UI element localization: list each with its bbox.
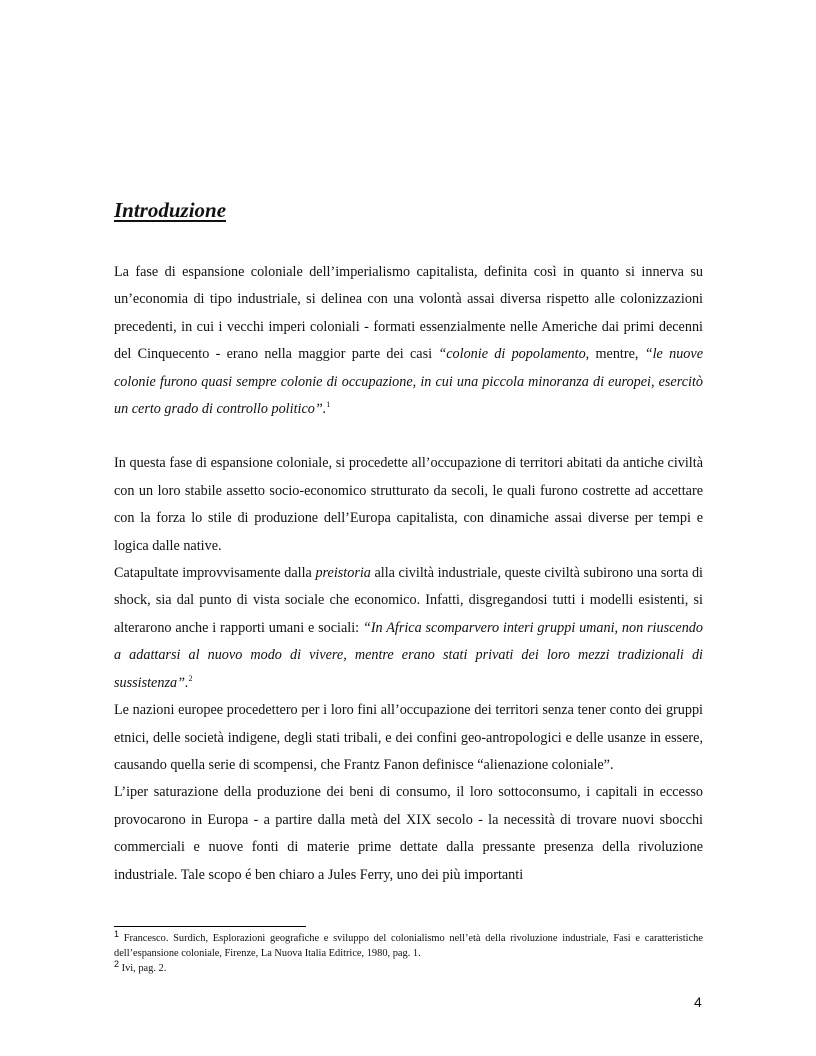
- footnote-mark-1: 1: [114, 929, 120, 939]
- footnotes: [114, 931, 703, 976]
- footnote-ref-2[interactable]: 2: [188, 673, 193, 683]
- paragraph-1: La fase di espansione coloniale dell’imperialismo capitalista, definita così in quanto si innerva su un’economia di tipo industriale, si delinea con una volontà assai diversa rispetto alle colonizzazioni precedenti, in cui i vecchi imperi coloniali - formati essenzialmente nelle Americhe dai primi decenni del Cinquecento - erano nella maggior parte dei casi “colonie di popolamento, mentre, “le nuove colonie furono quasi sempre colonie di occupazione, in cui una piccola minoranza di europei, esercitò un certo grado di controllo politico”.$^1$: [114, 264, 703, 418]
- paragraph-4: Le nazioni europee procedettero per i loro fini all’occupazione dei territori senza tener conto dei gruppi etnici, delle società indigene, degli stati tribali, e dei confini geo-antropologici e delle usanze in essere, causando quella serie di scompensi, che Frantz Fanon definisce “alienazione coloniale”.: [114, 702, 703, 773]
- paragraph-3: Catapultate improvvisamente dalla preistoria alla civiltà industriale, queste civiltà subirono una sorta di shock, sia dal punto di vista sociale che economico. Infatti, disgregandosi tutti i modelli esistenti, si alterarono anche i rapporti umani e sociali: “In Africa scomparvero interi gruppi umani, non riuscendo a adattarsi al nuovo modo di vivere, mentre erano stati privati dei loro mezzi tradizionali di sussistenza”.$^2$: [114, 565, 703, 691]
- paragraph-5: L’iper saturazione della produzione dei beni di consumo, il loro sottoconsumo, i capitali in eccesso provocarono in Europa - a partire dalla metà del XIX secolo - la necessità di trovare nuovi sbocchi commerciali e nuove fonti di materie prime dettate dalla pressante presenza della rivoluzione industriale. Tale scopo é ben chiaro a Jules Ferry, uno dei più importanti: [114, 784, 703, 883]
- body-text: [114, 259, 703, 889]
- footnote-mark-2: 2: [114, 959, 120, 969]
- paragraph-2: In questa fase di espansione coloniale, si procedette all’occupazione di territori abitati da antiche civiltà con un loro stabile assetto socio-economico strutturato da secoli, le quali furono costrette ad accettare con la forza lo stile di produzione dell’Europa capitalista, con dinamiche assai diverse per tempi e logica dalle native.: [114, 455, 703, 554]
- footnote-divider: [114, 926, 306, 927]
- section-heading: Introduzione: [114, 198, 227, 222]
- footnote-1: 1 Francesco. Surdich, Esplorazioni geografiche e sviluppo del colonialismo nell’età della rivoluzione industriale, Fasi e caratteristiche dell’espansione coloniale, Firenze, La Nuova Italia Editrice, 1980, pag. 1.: [114, 929, 703, 959]
- footnote-2: 2 Ivi, pag. 2.: [114, 959, 167, 974]
- footnote-ref-1[interactable]: 1: [326, 400, 331, 410]
- page-number: 4: [694, 994, 702, 1010]
